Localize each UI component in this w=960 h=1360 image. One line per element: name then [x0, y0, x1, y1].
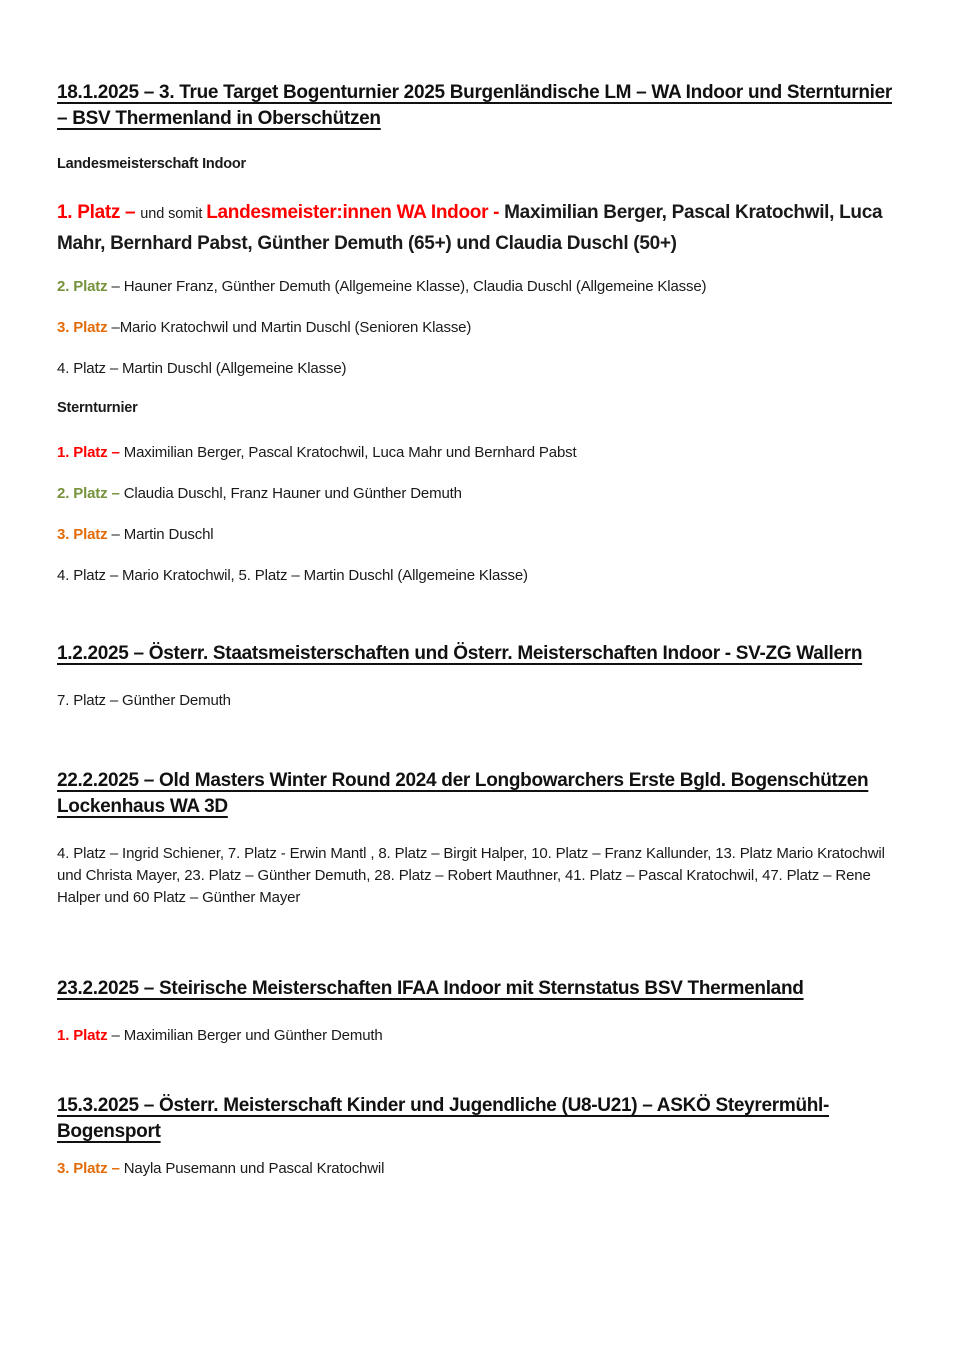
stern-first-place-row [57, 442, 904, 463]
second-place-label: 2. Platz [57, 278, 112, 295]
label-landesmeisterschaft-indoor: Landesmeisterschaft Indoor [57, 156, 246, 172]
third-place-names: –Mario Kratochwil und Martin Duschl (Senioren Klasse) [111, 319, 472, 336]
section2-heading: 1.2.2025 – Österr. Staatsmeisterschaften und Österr. Meisterschaften Indoor - SV-ZG Wallern [57, 643, 863, 664]
landesmeister-label: Landesmeister:innen WA Indoor - [206, 202, 505, 223]
lm-fourth-place-row: 4. Platz – Martin Duschl (Allgemeine Klasse) [57, 360, 347, 377]
lm-third-place-row [57, 317, 904, 338]
third-place-label: 3. Platz – [57, 1160, 124, 1177]
lm-first-place-paragraph [57, 198, 904, 259]
section3-results-paragraph: 4. Platz – Ingrid Schiener, 7. Platz - Erwin Mantl , 8. Platz – Birgit Halper, 10. Platz – Franz Kallunder, 13. Platz Mario Kratochwil und Christa Mayer, 23. Platz – Günther Demuth, 28. Platz – Robert Mauthner, 41. Platz – Pascal Kratochwil, 47. Platz – Rene Halper und 60 Platz – Günther Mayer [57, 845, 885, 906]
section1-heading: 18.1.2025 – 3. True Target Bogenturnier 2025 Burgenländische LM – WA Indoor und Sternturnier – BSV Thermenland in Oberschützen [57, 82, 892, 129]
section5-third-place-row [57, 1158, 904, 1179]
second-place-names: – Hauner Franz, Günther Demuth (Allgemeine Klasse), Claudia Duschl (Allgemeine Klasse) [111, 278, 707, 295]
lm-second-place-row [57, 276, 904, 297]
stern-third-place-row [57, 524, 904, 545]
section3-heading: 22.2.2025 – Old Masters Winter Round 2024 der Longbowarchers Erste Bgld. Bogenschützen Lockenhaus WA 3D [57, 770, 869, 817]
second-place-names: Claudia Duschl, Franz Hauner und Günther Demuth [123, 485, 462, 502]
third-place-label: 3. Platz [57, 319, 112, 336]
first-place-names: – Maximilian Berger und Günther Demuth [111, 1027, 383, 1044]
first-place-label: 1. Platz – [57, 202, 141, 223]
first-place-label: 1. Platz [57, 1027, 112, 1044]
stern-fourth-place-row: 4. Platz – Mario Kratochwil, 5. Platz – Martin Duschl (Allgemeine Klasse) [57, 567, 528, 584]
third-place-label: 3. Platz [57, 526, 112, 543]
label-sternturnier: Sternturnier [57, 400, 138, 416]
stern-second-place-row [57, 483, 904, 504]
first-place-names: Maximilian Berger, Pascal Kratochwil, Luca Mahr, Bernhard Pabst, Günther Demuth (65+) und Claudia Duschl (50+) [57, 202, 883, 254]
section4-first-place-row [57, 1025, 904, 1046]
section2-result-row: 7. Platz – Günther Demuth [57, 692, 231, 709]
first-place-names: Maximilian Berger, Pascal Kratochwil, Luca Mahr und Bernhard Pabst [123, 444, 577, 461]
third-place-names: Nayla Pusemann und Pascal Kratochwil [123, 1160, 385, 1177]
third-place-names: – Martin Duschl [111, 526, 214, 543]
first-place-label: 1. Platz – [57, 444, 124, 461]
section4-heading: 23.2.2025 – Steirische Meisterschaften IFAA Indoor mit Sternstatus BSV Thermenland [57, 978, 804, 999]
second-place-label: 2. Platz – [57, 485, 124, 502]
und-somit-text: und somit [140, 206, 207, 222]
section5-heading: 15.3.2025 – Österr. Meisterschaft Kinder und Jugendliche (U8-U21) – ASKÖ Steyrermühl-Bogensport [57, 1095, 830, 1142]
